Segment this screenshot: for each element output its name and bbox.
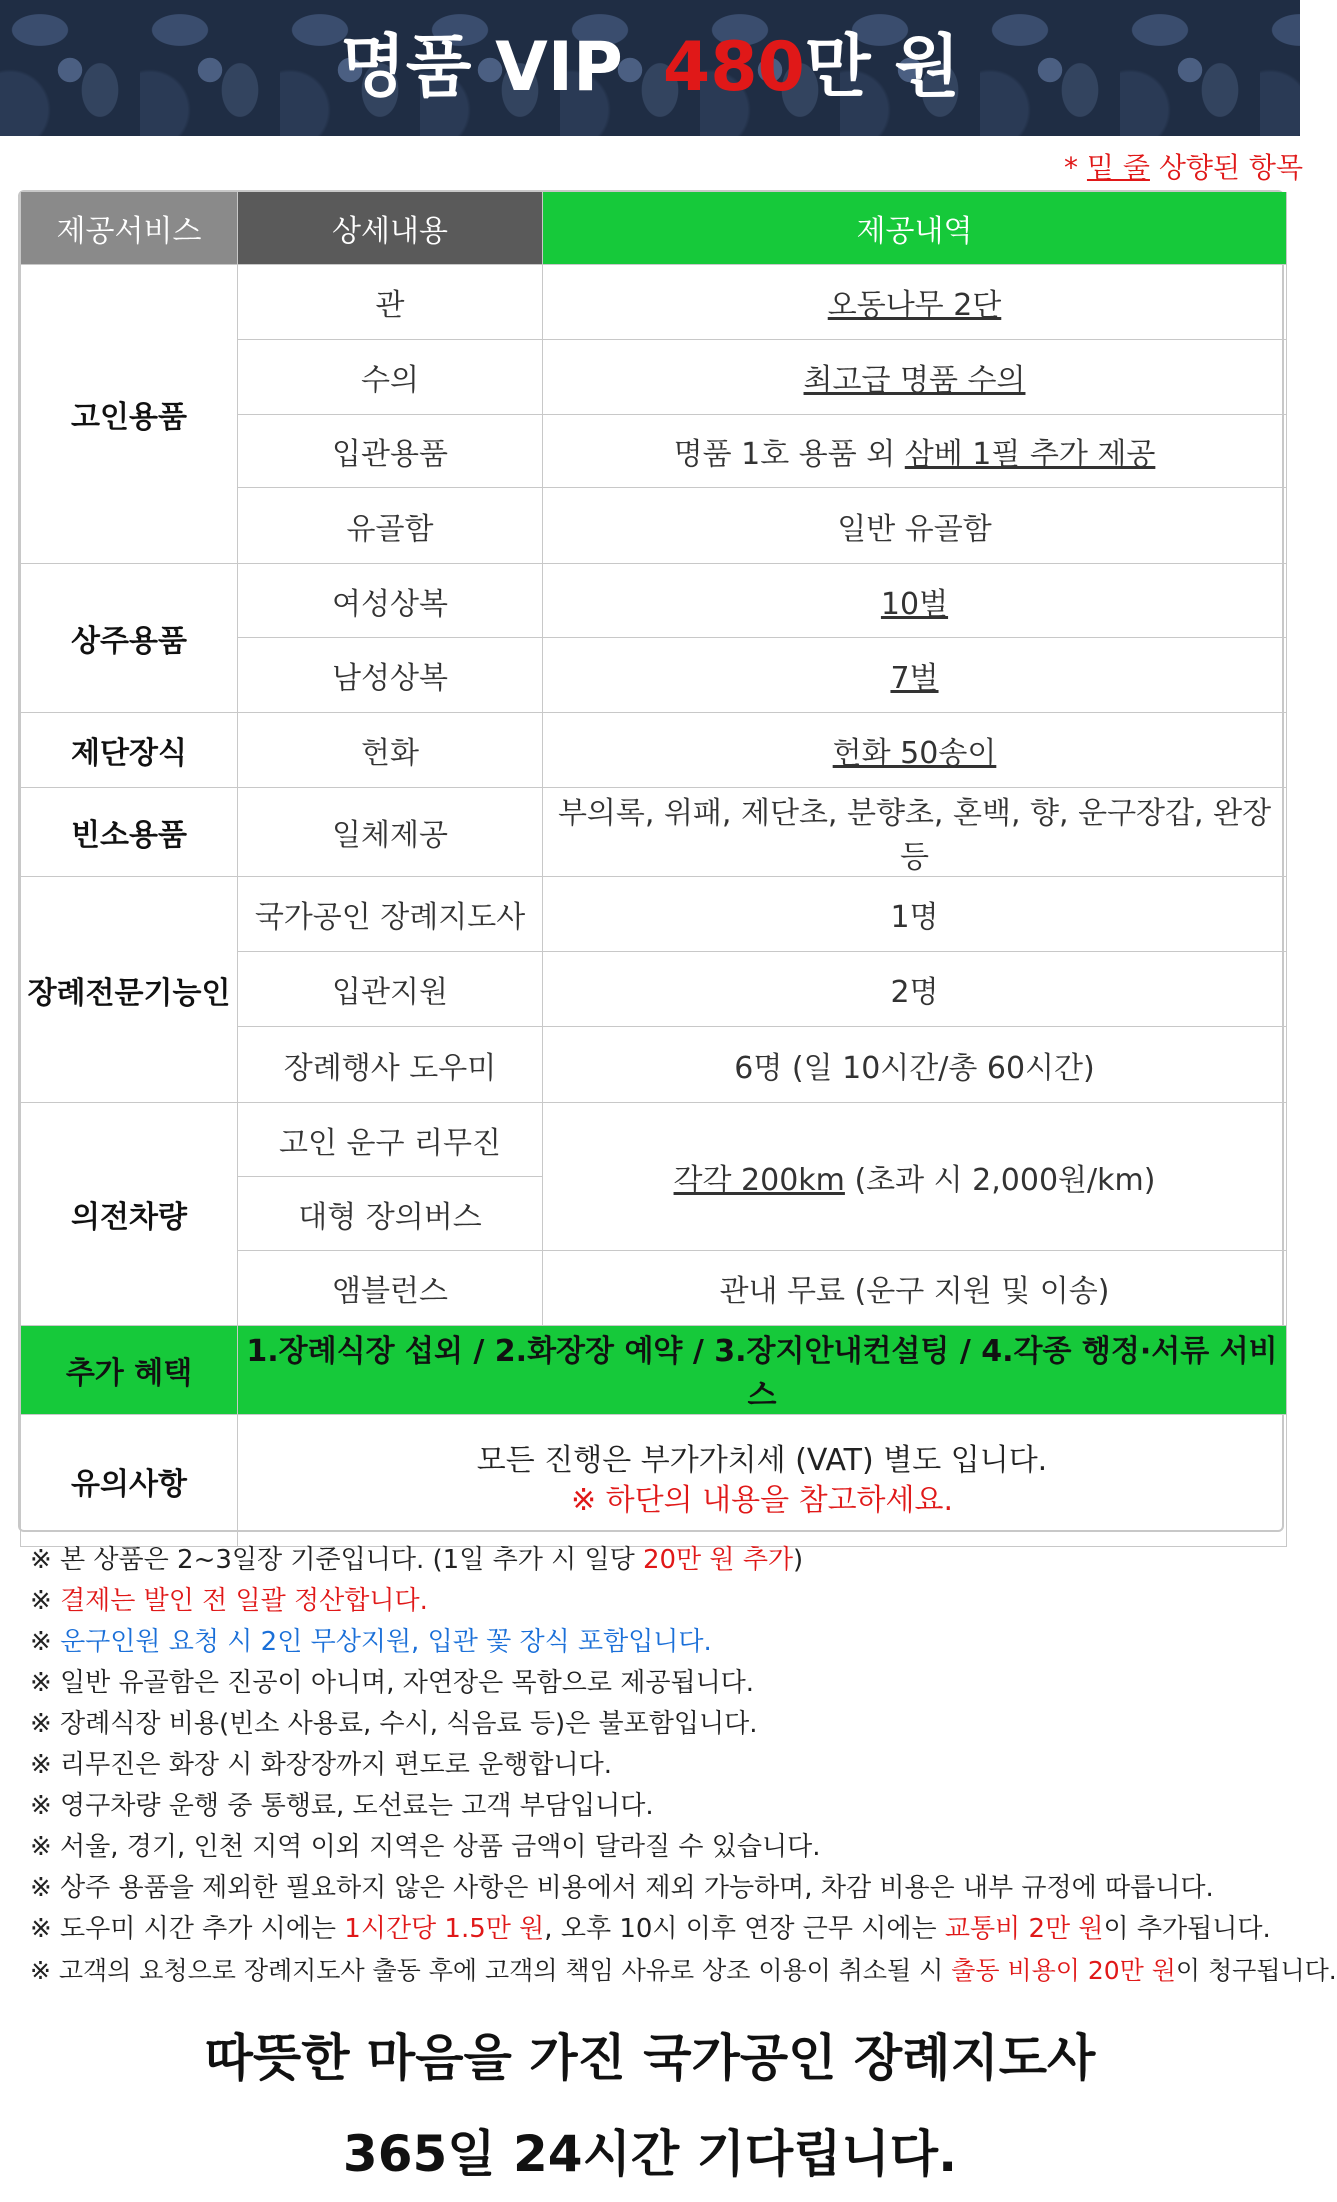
list-item: ※ 도우미 시간 추가 시에는 1시간당 1.5만 원, 오후 10시 이후 연장 근무 시에는 교통비 2만 원이 추가됩니다. (30, 1914, 1271, 1944)
item-cell: 국가공인 장례지도사 (238, 877, 543, 952)
list-item: ※ 결제는 발인 전 일괄 정산합니다. (30, 1586, 428, 1616)
caution-value (238, 1415, 1287, 1547)
header-provision: 제공내역 (543, 192, 1287, 265)
product-price: 480 (662, 28, 805, 107)
value-text: 헌화 50송이 (832, 736, 997, 771)
caution-line-highlight: ※ 하단의 내용을 참고하세요. (570, 1482, 954, 1518)
value-text-upgraded: 삼베 1필 추가 제공 (904, 437, 1156, 472)
table-row (21, 564, 1287, 638)
closing-line: 365일 24시간 기다립니다. (342, 2125, 958, 2183)
list-item: ※ 일반 유골함은 진공이 아니며, 자연장은 목함으로 제공됩니다. (30, 1668, 755, 1698)
value-text: 명품 1호 용품 외 (673, 437, 905, 472)
value-cell: 2명 (543, 952, 1287, 1027)
category-cell: 상주용품 (21, 564, 238, 713)
legend-prefix: * (1064, 151, 1087, 184)
table-row (21, 788, 1287, 877)
item-cell: 대형 장의버스 (238, 1177, 543, 1251)
closing-line: 따뜻한 마음을 가진 국가공인 장례지도사 (204, 2029, 1096, 2087)
list-item: ※ 상주 용품을 제외한 필요하지 않은 사항은 비용에서 제외 가능하며, 차감 비용은 내부 규정에 따릅니다. (30, 1873, 1214, 1903)
value-text: 오동나무 2단 (827, 288, 1002, 323)
notes-list (30, 1540, 1337, 1991)
item-cell: 입관지원 (238, 952, 543, 1027)
value-cell (543, 340, 1287, 415)
item-cell: 고인 운구 리무진 (238, 1103, 543, 1177)
list-item: ※ 서울, 경기, 인천 지역 이외 지역은 상품 금액이 달라질 수 있습니다. (30, 1832, 821, 1862)
value-cell (543, 415, 1287, 488)
list-item: ※ 영구차량 운행 중 통행료, 도선료는 고객 부담입니다. (30, 1791, 654, 1821)
value-cell: 일반 유골함 (543, 488, 1287, 564)
item-cell: 수의 (238, 340, 543, 415)
value-cell: 부의록, 위패, 제단초, 분향초, 혼백, 향, 운구장갑, 완장 등 (543, 788, 1287, 877)
category-cell: 고인용품 (21, 265, 238, 564)
item-cell: 관 (238, 265, 543, 340)
list-item: ※ 장례식장 비용(빈소 사용료, 수시, 식음료 등)은 불포함입니다. (30, 1709, 758, 1739)
table-header-row (21, 192, 1287, 265)
list-item: ※ 본 상품은 2~3일장 기준입니다. (1일 추가 시 일당 20만 원 추가) (30, 1545, 804, 1575)
item-cell: 헌화 (238, 713, 543, 788)
value-cell: 6명 (일 10시간/총 60시간) (543, 1027, 1287, 1103)
value-cell (543, 564, 1287, 638)
caution-row (21, 1415, 1287, 1547)
service-table (18, 190, 1284, 1532)
legend-suffix: 상향된 항목 (1149, 151, 1303, 184)
category-cell: 제단장식 (21, 713, 238, 788)
price-unit: 만 원 (804, 28, 960, 107)
table-row (21, 713, 1287, 788)
value-text: 최고급 명품 수의 (803, 363, 1026, 398)
item-cell: 앰블런스 (238, 1251, 543, 1326)
value-cell (543, 713, 1287, 788)
item-cell: 여성상복 (238, 564, 543, 638)
list-item: ※ 고객의 요청으로 장례지도사 출동 후에 고객의 책임 사유로 상조 이용이 취소될 시 출동 비용이 20만 원이 청구됩니다. (30, 1956, 1337, 1985)
item-cell: 일체제공 (238, 788, 543, 877)
item-cell: 입관용품 (238, 415, 543, 488)
value-cell (543, 638, 1287, 713)
category-cell: 유의사항 (21, 1415, 238, 1547)
value-cell: 1명 (543, 877, 1287, 952)
value-text: 10벌 (880, 586, 949, 622)
item-cell: 장례행사 도우미 (238, 1027, 543, 1103)
category-cell: 장례전문기능인 (21, 877, 238, 1103)
header-detail: 상세내용 (238, 192, 543, 265)
category-cell: 의전차량 (21, 1103, 238, 1326)
category-cell: 빈소용품 (21, 788, 238, 877)
table-row (21, 265, 1287, 340)
table-row (21, 877, 1287, 952)
caution-line: 모든 진행은 부가가치세 (VAT) 별도 입니다. (476, 1442, 1048, 1478)
value-cell: 관내 무료 (운구 지원 및 이송) (543, 1251, 1287, 1326)
table-row (21, 1103, 1287, 1177)
header-service: 제공서비스 (21, 192, 238, 265)
title-banner (0, 0, 1300, 136)
value-text: (초과 시 2,000원/km) (844, 1162, 1156, 1198)
item-cell: 유골함 (238, 488, 543, 564)
product-title: 명품 VIP (340, 28, 623, 107)
upgrade-legend (1064, 146, 1303, 186)
list-item: ※ 리무진은 화장 시 화장장까지 편도로 운행합니다. (30, 1750, 612, 1780)
benefit-value: 1.장례식장 섭외 / 2.화장장 예약 / 3.장지안내컨설팅 / 4.각종 행정·서류 서비스 (238, 1326, 1287, 1415)
value-text: 7벌 (890, 661, 939, 696)
category-cell: 추가 혜택 (21, 1326, 238, 1415)
list-item: ※ 운구인원 요청 시 2인 무상지원, 입관 꽃 장식 포함입니다. (30, 1627, 712, 1657)
value-cell (543, 1103, 1287, 1251)
closing-message (0, 2010, 1300, 2202)
item-cell: 남성상복 (238, 638, 543, 713)
value-text-upgraded: 각각 200km (673, 1162, 845, 1198)
legend-underlined: 밑 줄 (1086, 151, 1150, 184)
benefit-row (21, 1326, 1287, 1415)
value-cell (543, 265, 1287, 340)
